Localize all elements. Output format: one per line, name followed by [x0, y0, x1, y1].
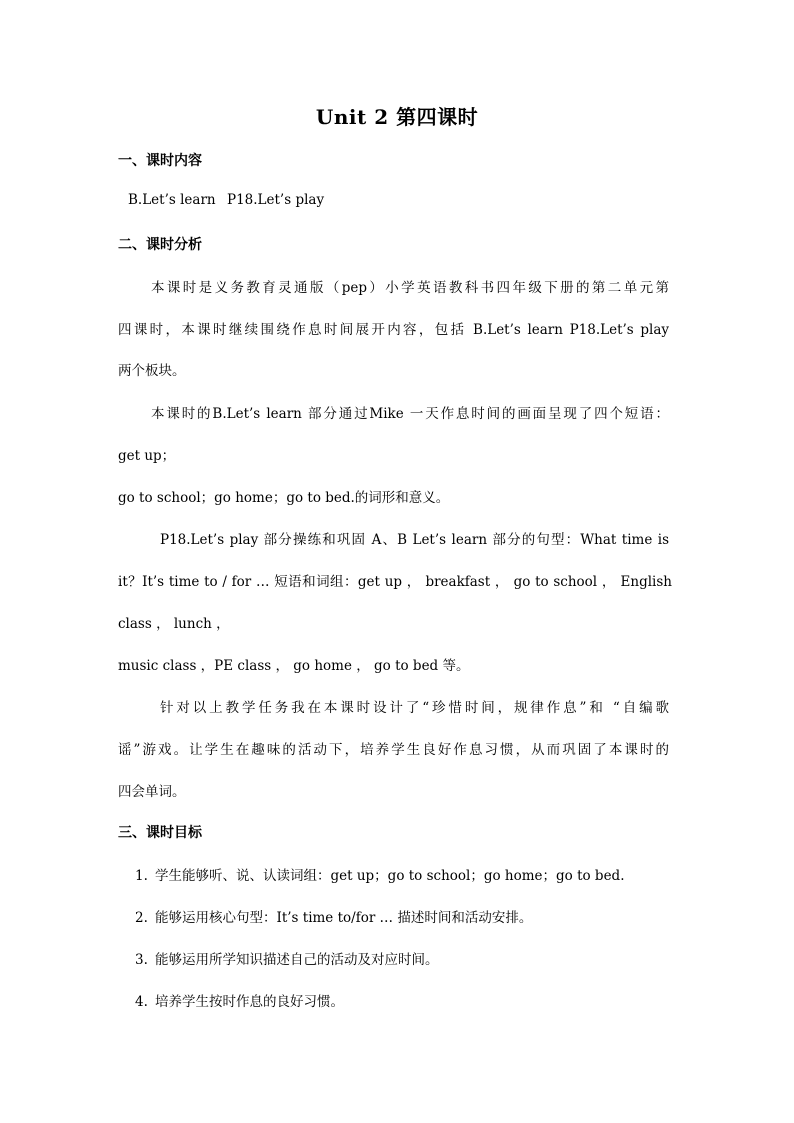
goal-text: 能够运用核心句型：It’s time to/for … 描述时间和活动安排。 [155, 910, 533, 926]
goal-text: 培养学生按时作息的良好习惯。 [155, 994, 344, 1010]
analysis-paragraph-3-line-2: it？It’s time to / for … 短语和词组：get up ， breakfast ， go to school ， English [118, 574, 672, 590]
goal-item-4 [135, 990, 344, 1010]
analysis-paragraph-2-line-1: 本课时的B.Let’s learn 部分通过Mike 一天作息时间的画面呈现了四个短语： [151, 406, 669, 422]
goal-item-1 [135, 864, 625, 884]
analysis-paragraph-3-line-1: P18.Let’s play 部分操练和巩固 A、B Let’s learn 部分的句型：What time is [160, 532, 669, 548]
analysis-paragraph-4-line-1: 针对以上教学任务我在本课时设计了“珍惜时间，规律作息”和 “自编歌 [160, 700, 669, 716]
analysis-paragraph-3-line-3: class ， lunch ， [118, 616, 230, 632]
content-item-lets-learn: B.Let’s learn [128, 192, 216, 208]
content-item-lets-play: P18.Let’s play [227, 192, 325, 208]
goal-item-2 [135, 906, 532, 926]
analysis-paragraph-1-line-2: 四课时，本课时继续围绕作息时间展开内容，包括 B.Let’s learn P18.Let’s play [118, 322, 669, 338]
section-heading-analysis: 二、课时分析 [118, 237, 202, 253]
goal-item-3 [135, 948, 439, 968]
analysis-paragraph-3-line-4: music class ，PE class ， go home ， go to bed 等。 [118, 658, 470, 674]
goal-number: 4. [135, 994, 148, 1010]
analysis-paragraph-4-line-2: 谣”游戏。让学生在趣味的活动下，培养学生良好作息习惯，从而巩固了本课时的 [118, 742, 669, 758]
section-heading-goals: 三、课时目标 [118, 825, 202, 841]
section-heading-content: 一、课时内容 [118, 153, 202, 169]
analysis-paragraph-2-line-3: go to school；go home；go to bed.的词形和意义。 [118, 490, 450, 506]
analysis-paragraph-2-line-2: get up； [118, 448, 176, 464]
goal-number: 3. [135, 952, 148, 968]
analysis-paragraph-1-line-3: 两个板块。 [118, 363, 186, 379]
goal-text: 学生能够听、说、认读词组：get up；go to school；go home；go to bed. [155, 868, 625, 884]
document-title: Unit 2 第四课时 [315, 105, 479, 129]
analysis-paragraph-1-line-1: 本课时是义务教育灵通版（pep）小学英语教科书四年级下册的第二单元第 [151, 280, 669, 296]
goal-number: 2. [135, 910, 148, 926]
goal-number: 1. [135, 868, 148, 884]
analysis-paragraph-4-line-3: 四会单词。 [118, 784, 186, 800]
goal-text: 能够运用所学知识描述自己的活动及对应时间。 [155, 952, 439, 968]
